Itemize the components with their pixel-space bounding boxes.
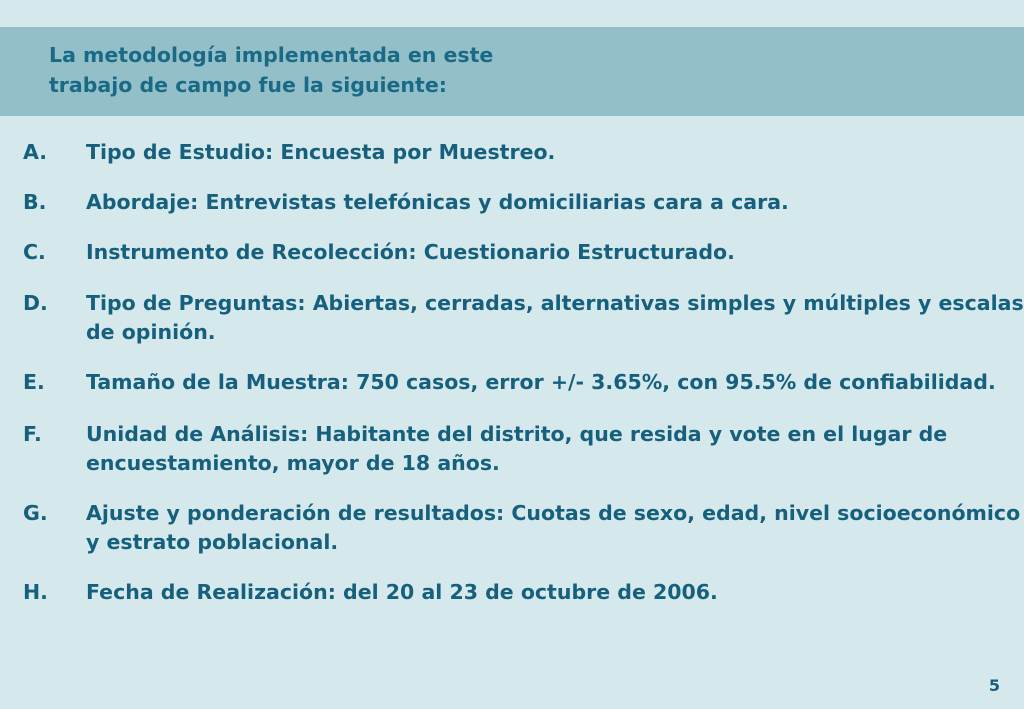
item-letter: D. — [23, 291, 48, 315]
item-text — [86, 138, 1001, 167]
item-text — [86, 420, 1001, 478]
item-text-line: Tipo de Estudio: Encuesta por Muestreo. — [86, 140, 556, 164]
item-letter: F. — [23, 422, 42, 446]
item-letter: G. — [23, 501, 48, 525]
item-text-line: de opinión. — [86, 320, 216, 344]
title-line-2: trabajo de campo fue la siguiente: — [49, 73, 447, 97]
item-letter: B. — [23, 190, 47, 214]
item-text-line: Unidad de Análisis: Habitante del distrito, que resida y vote en el lugar de — [86, 422, 948, 446]
item-letter: A. — [23, 140, 48, 164]
item-text-line: Abordaje: Entrevistas telefónicas y domiciliarias cara a cara. — [86, 190, 789, 214]
page-number: 5 — [988, 676, 1000, 695]
item-text-line: Ajuste y ponderación de resultados: Cuotas de sexo, edad, nivel socioeconómico — [86, 501, 1021, 525]
item-text-line: Instrumento de Recolección: Cuestionario Estructurado. — [86, 240, 735, 264]
item-letter: H. — [23, 580, 48, 604]
item-text — [86, 368, 1001, 397]
item-text — [86, 289, 1024, 347]
item-text-line: Fecha de Realización: del 20 al 23 de octubre de 2006. — [86, 580, 718, 604]
item-letter: C. — [23, 240, 46, 264]
item-text — [86, 238, 1001, 267]
item-text-line: y estrato poblacional. — [86, 530, 339, 554]
item-text-line: encuestamiento, mayor de 18 años. — [86, 451, 500, 475]
item-text — [86, 188, 1001, 217]
item-text-line: Tamaño de la Muestra: 750 casos, error +/- 3.65%, con 95.5% de confiabilidad. — [86, 370, 996, 394]
title-line-1: La metodología implementada en este — [49, 43, 494, 67]
item-text — [86, 578, 1001, 607]
item-letter: E. — [23, 370, 45, 394]
item-text-line: Tipo de Preguntas: Abiertas, cerradas, alternativas simples y múltiples y escalas — [86, 291, 1024, 315]
item-text — [86, 499, 1021, 557]
